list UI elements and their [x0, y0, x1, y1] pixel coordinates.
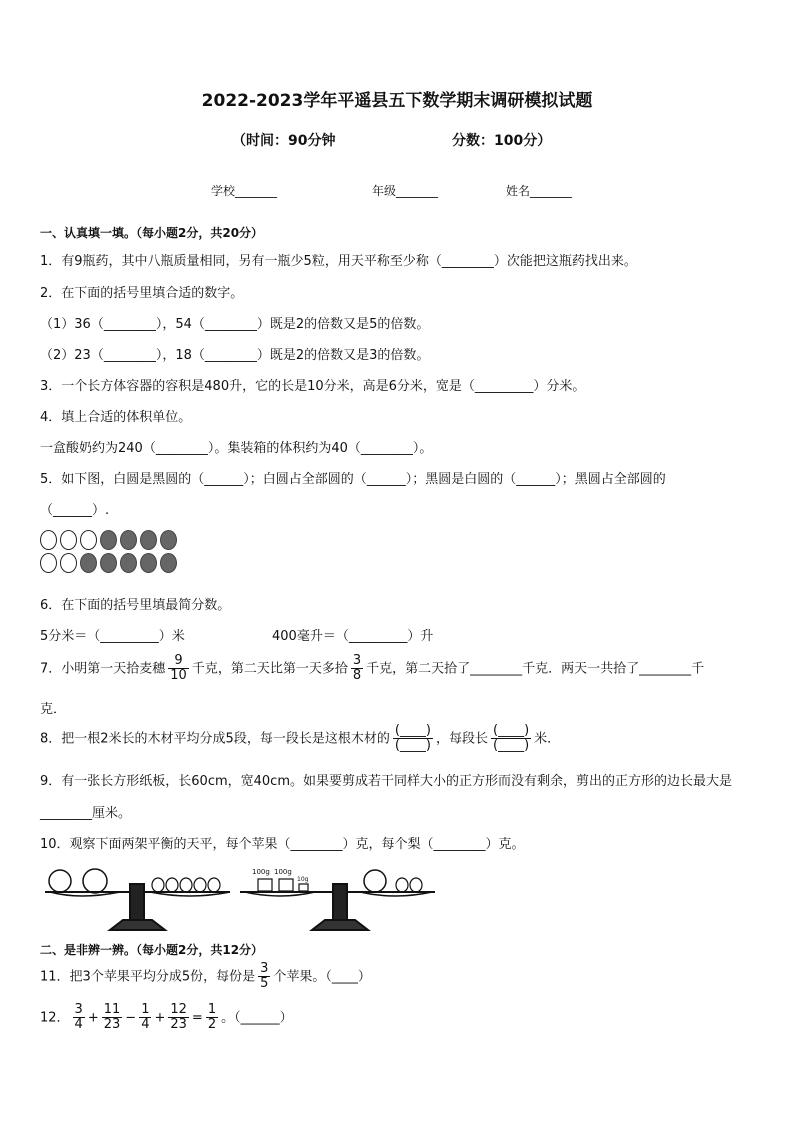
fraction-3-8 — [351, 654, 363, 684]
question-2-part-2: （2）23（________），18（________）既是2的倍数又是3的倍数。 — [40, 348, 430, 363]
school-field[interactable]: 学校_______ — [211, 184, 278, 198]
black-circle — [120, 530, 137, 550]
page-title: 2022-2023学年平遥县五下数学期末调研模拟试题 — [201, 91, 593, 111]
denominator: 5 — [260, 976, 269, 992]
black-circle — [160, 530, 177, 550]
pear-icon — [396, 878, 422, 892]
fraction-1-4 — [139, 1003, 151, 1033]
question-5-continued: （______）. — [40, 503, 110, 518]
question-6: 6．在下面的括号里填最简分数。 — [40, 598, 231, 613]
q8-text-3: 米． — [534, 731, 561, 747]
black-circle — [80, 553, 97, 573]
q7-text-2: 千克，第二天比第一天多拾 — [191, 661, 348, 677]
fraction-11-23 — [102, 1003, 123, 1033]
question-4-part: 一盒酸奶约为240（________）。集装箱的体积约为40（________）。 — [40, 441, 433, 456]
question-6-part-2: 400毫升＝（_________）升 — [272, 629, 434, 644]
name-field[interactable]: 姓名_______ — [506, 184, 573, 198]
black-circle — [120, 553, 137, 573]
q12-answer-blank: 。（______） — [221, 1010, 293, 1026]
white-circle — [80, 530, 97, 550]
denominator: 23 — [170, 1017, 187, 1033]
question-5: 5．如下图，白圆是黑圆的（______）；白圆占全部圆的（______）；黑圆是白圆的（______）；黑圆占全部圆的 — [40, 472, 666, 487]
question-1: 1．有9瓶药，其中八瓶质量相同，另有一瓶少5粒，用天平称至少称（________）次能把这瓶药找出来。 — [40, 254, 637, 269]
weight-label-1: 100g — [252, 868, 270, 876]
black-circle — [140, 553, 157, 573]
question-12: 12． $\frac{3}{4}$ + $\frac{11}{23}$ − $\frac{1}{4}$ + $\frac{12}{23}$ = $\frac{1}{2}$ 。（______） — [40, 1002, 293, 1033]
fraction-12-23 — [168, 1003, 189, 1033]
numerator-blank: (____) — [493, 723, 530, 738]
circle-row-2 — [40, 553, 177, 573]
question-3: 3．一个长方体容器的容积是480升，它的长是10分米，高是6分米，宽是（_________）分米。 — [40, 379, 586, 394]
black-circle — [100, 530, 117, 550]
numerator: 3 — [74, 1002, 83, 1017]
white-circle — [40, 530, 57, 550]
question-6-part-1: 5分米＝（_________）米 — [40, 629, 185, 644]
fraction-3-5 — [258, 962, 270, 992]
white-circle — [40, 553, 57, 573]
blank-fraction-1[interactable] — [393, 724, 433, 754]
black-circle — [160, 553, 177, 573]
circle-figure — [40, 530, 177, 576]
denominator: 23 — [103, 1017, 121, 1033]
full-score: 分数：100分） — [452, 133, 552, 149]
weight-label-3: 10g — [297, 876, 309, 883]
balance-scales-figure — [40, 860, 440, 935]
black-circle — [140, 530, 157, 550]
fraction-3-4 — [73, 1003, 85, 1033]
section-2-heading: 二、是非辨一辨。（每小题2分，共12分） — [40, 943, 264, 957]
q8-text-2: ，每段长 — [435, 731, 488, 747]
q12-number: 12． — [40, 1010, 70, 1026]
denominator: 4 — [74, 1017, 83, 1033]
denominator: 10 — [170, 668, 187, 684]
numerator: 12 — [170, 1002, 187, 1017]
q11-text-2: 个苹果。（____） — [273, 969, 371, 985]
question-10: 10．观察下面两架平衡的天平，每个苹果（________）克，每个梨（________）克。 — [40, 837, 525, 852]
fraction-1-2 — [206, 1003, 218, 1033]
numerator: 1 — [207, 1002, 217, 1017]
question-4: 4．填上合适的体积单位。 — [40, 410, 192, 425]
q7-text-3: 千克，第二天拾了________千克．两天一共拾了________千 — [366, 661, 705, 677]
grade-field[interactable]: 年级_______ — [372, 184, 439, 198]
numerator: 3 — [260, 961, 269, 976]
time-limit: （时间：90分钟 — [232, 133, 336, 149]
numerator-blank: (____) — [394, 723, 431, 738]
white-circle — [60, 553, 77, 573]
section-1-heading: 一、认真填一填。（每小题2分，共20分） — [40, 226, 264, 240]
white-circle — [60, 530, 77, 550]
numerator: 1 — [141, 1002, 150, 1017]
black-circle — [100, 553, 117, 573]
question-8 — [40, 724, 560, 754]
question-2: 2．在下面的括号里填合适的数字。 — [40, 286, 244, 301]
pear-icon — [152, 878, 220, 892]
fraction-9-10 — [168, 654, 189, 684]
question-7-continued: 克． — [40, 702, 67, 717]
question-9-continued: ________厘米。 — [40, 806, 132, 821]
numerator: 11 — [103, 1002, 121, 1017]
question-11 — [40, 962, 371, 992]
blank-fraction-2[interactable] — [491, 724, 531, 754]
question-2-part-1: （1）36（________），54（________）既是2的倍数又是5的倍数。 — [40, 317, 430, 332]
weight-label-2: 100g — [274, 868, 292, 876]
question-7 — [40, 654, 704, 684]
apple-icon — [364, 870, 386, 892]
numerator: 3 — [352, 653, 362, 668]
circle-row-1 — [40, 530, 177, 550]
denominator: 8 — [352, 668, 362, 684]
numerator: 9 — [168, 654, 189, 669]
apple-icon — [49, 869, 107, 893]
q8-text-1: 8．把一根2米长的木材平均分成5段，每一段长是这根木材的 — [40, 731, 390, 747]
q11-text-1: 11．把3个苹果平均分成5份，每份是 — [40, 969, 256, 985]
denominator-blank: (____) — [394, 738, 431, 754]
question-9: 9．有一张长方形纸板，长60cm，宽40cm。如果要剪成若干同样大小的正方形而没有剩余，剪出的正方形的边长最大是 — [40, 774, 732, 789]
denominator: 2 — [207, 1017, 217, 1033]
q7-text-1: 7．小明第一天拾麦穗 — [40, 661, 166, 677]
denominator-blank: (____) — [493, 738, 530, 754]
denominator: 4 — [141, 1017, 150, 1033]
